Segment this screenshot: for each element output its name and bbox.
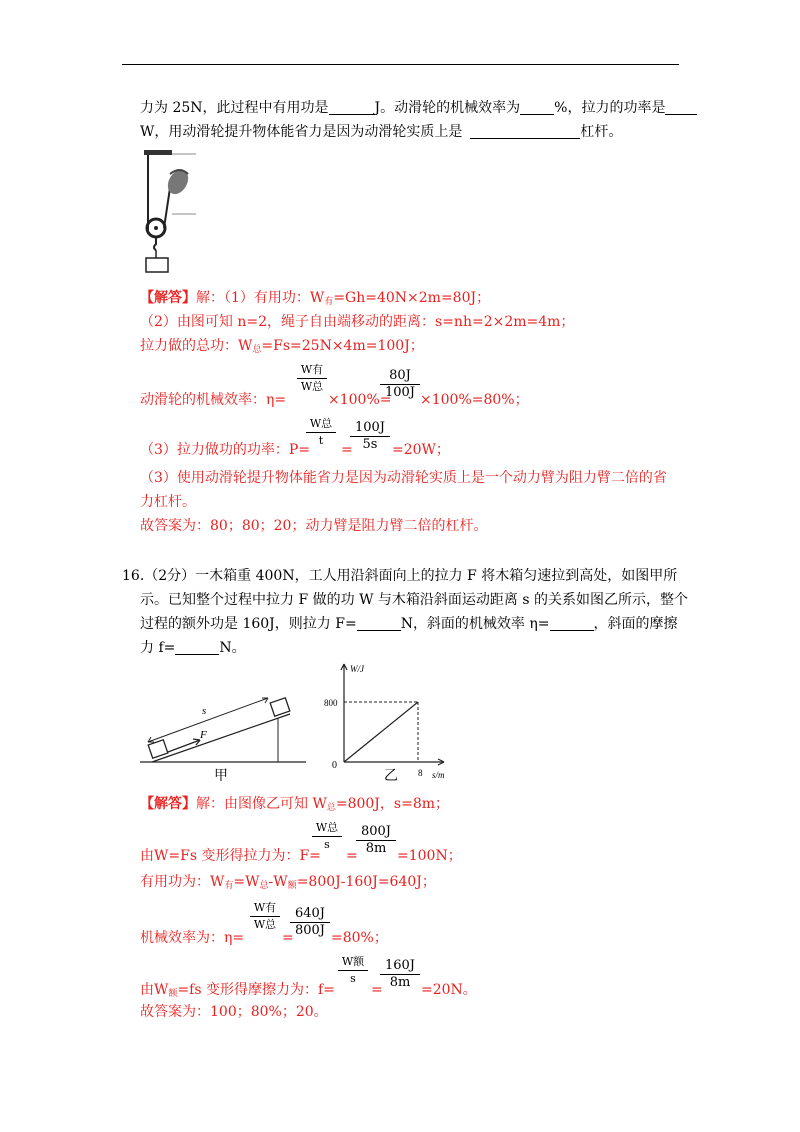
incline-surface bbox=[152, 714, 290, 762]
ans15-line5-eq: = bbox=[341, 442, 353, 458]
ans15-line4-mid: ×100%= bbox=[328, 392, 392, 408]
ans16-frac-160-8: $\frac{160J}{8m}$ bbox=[380, 958, 420, 991]
y-tick-label: 800 bbox=[324, 698, 338, 708]
ans16-line2-eq: = bbox=[346, 848, 358, 864]
ans15-line4-label: 动滑轮的机械效率：η= bbox=[140, 392, 287, 408]
ans16-frac-640-800: $\frac{640J}{800J}$ bbox=[290, 906, 330, 939]
ans15-line8: 故答案为：80；80；20；动力臂是阻力臂二倍的杠杆。 bbox=[140, 518, 488, 534]
ans16-line4-end: =80%； bbox=[331, 930, 388, 946]
ans16-line5-eq: = bbox=[371, 982, 383, 998]
ans16-line5-label: 由$W_额=fs$ 变形得摩擦力为：f= bbox=[140, 982, 335, 999]
rope-right bbox=[164, 188, 170, 228]
ans16-line1: 【解答】解：由图像乙可知 $W_总=800J$，s=8m； bbox=[140, 796, 450, 813]
ans15-line5-label: （3）拉力做功的功率：P= bbox=[140, 442, 311, 458]
blank-force[interactable] bbox=[357, 616, 401, 631]
blank-useful-work[interactable] bbox=[329, 100, 375, 115]
x-axis-label: s/m bbox=[432, 770, 445, 780]
ans15-line2: （2）由图可知 n=2，绳子自由端移动的距离：s=nh=2×2m=4m； bbox=[140, 314, 575, 330]
y-axis-label: W/J bbox=[350, 664, 364, 674]
ans16-line4-label: 机械效率为：η= bbox=[140, 930, 245, 946]
caption-jia: 甲 bbox=[214, 769, 228, 784]
pulley-figure bbox=[140, 148, 202, 276]
crate-top bbox=[270, 698, 290, 716]
ans15-frac-w-ratio: W有 W总 bbox=[297, 362, 327, 395]
distance-line bbox=[148, 698, 268, 742]
ans15-frac-100-5: $\frac{100J}{5s}$ bbox=[350, 420, 390, 453]
ans15-frac-w-t: W总 t bbox=[306, 416, 336, 449]
ans16-line2-end: =100N； bbox=[397, 848, 462, 864]
hand-icon bbox=[164, 166, 193, 198]
blank-lever-type[interactable] bbox=[470, 124, 580, 139]
pulley-hook bbox=[154, 237, 156, 250]
q15-line2: W，用动滑轮提升物体能省力是因为动滑轮实质上是 杠杆。 bbox=[140, 124, 623, 140]
crate-bottom bbox=[148, 740, 168, 758]
ans15-line7: 力杠杆。 bbox=[140, 494, 196, 510]
ans15-line1: 【解答】解：（1）有用功：$W_有=Gh=40N\times 2m=80J$； bbox=[140, 290, 491, 307]
force-arrow bbox=[168, 740, 200, 752]
ans15-line3: 拉力做的总功：$W_总=Fs=25N\times 4m=100J$； bbox=[140, 338, 424, 355]
ans15-line5-end: =20W； bbox=[392, 442, 450, 458]
ans16-line6: 故答案为：100；80%；20。 bbox=[140, 1004, 328, 1020]
label-F: F bbox=[200, 729, 207, 741]
blank-incline-efficiency[interactable] bbox=[550, 616, 594, 631]
ans15-line4-end: ×100%=80%； bbox=[420, 392, 529, 408]
ans16-frac-800-8: $\frac{800J}{8m}$ bbox=[356, 824, 396, 857]
ans16-line5-end: =20N。 bbox=[421, 982, 477, 998]
x-tick-label: 8 bbox=[418, 768, 423, 778]
q16-line1: 16.（2分）一木箱重 400N，工人用沿斜面向上的拉力 F 将木箱匀速拉到高处，如图甲所 bbox=[122, 568, 678, 584]
ans15-frac-80-100: $\frac{80J}{100J}$ bbox=[380, 368, 420, 401]
ans16-frac-wextra-s: W额 s bbox=[338, 954, 368, 987]
ans16-line4-eq: = bbox=[282, 930, 294, 946]
ans15-line6: （3）使用动滑轮提升物体能省力是因为动滑轮实质上是一个动力臂为阻力臂二倍的省 bbox=[140, 470, 667, 486]
origin-label: 0 bbox=[332, 760, 337, 771]
blank-friction[interactable] bbox=[175, 640, 219, 655]
q16-line4: 力 f= N。 bbox=[140, 640, 246, 656]
blank-efficiency[interactable] bbox=[520, 100, 554, 115]
incline-figure bbox=[138, 680, 308, 786]
load-block bbox=[146, 258, 168, 272]
caption-yi: 乙 bbox=[384, 769, 398, 784]
q16-line2: 示。已知整个过程中拉力 F 做的功 W 与木箱沿斜面运动距离 s 的关系如图乙所示，整个 bbox=[140, 592, 688, 608]
q16-line3: 过程的额外功是 160J，则拉力 F= N，斜面的机械效率 η= ，斜面的摩擦 bbox=[140, 616, 678, 632]
blank-power[interactable] bbox=[665, 100, 697, 115]
ans16-frac-w-ratio: W有 W总 bbox=[250, 900, 280, 933]
ceiling-beam bbox=[144, 150, 172, 155]
data-line bbox=[344, 702, 418, 762]
ans16-frac-w-s: W总 s bbox=[312, 820, 342, 853]
ans16-line3: 有用功为：$W_有=W_总-W_额=800J-160J=640J$； bbox=[140, 874, 436, 891]
header-rule bbox=[122, 64, 679, 65]
ans16-line2-label: 由W=Fs 变形得拉力为：F= bbox=[140, 848, 321, 864]
label-s: s bbox=[202, 705, 207, 717]
q15-line1: 力为 25N，此过程中有用功是 J。动滑轮的机械效率为 %，拉力的功率是 bbox=[140, 98, 697, 118]
ws-graph bbox=[322, 658, 452, 784]
